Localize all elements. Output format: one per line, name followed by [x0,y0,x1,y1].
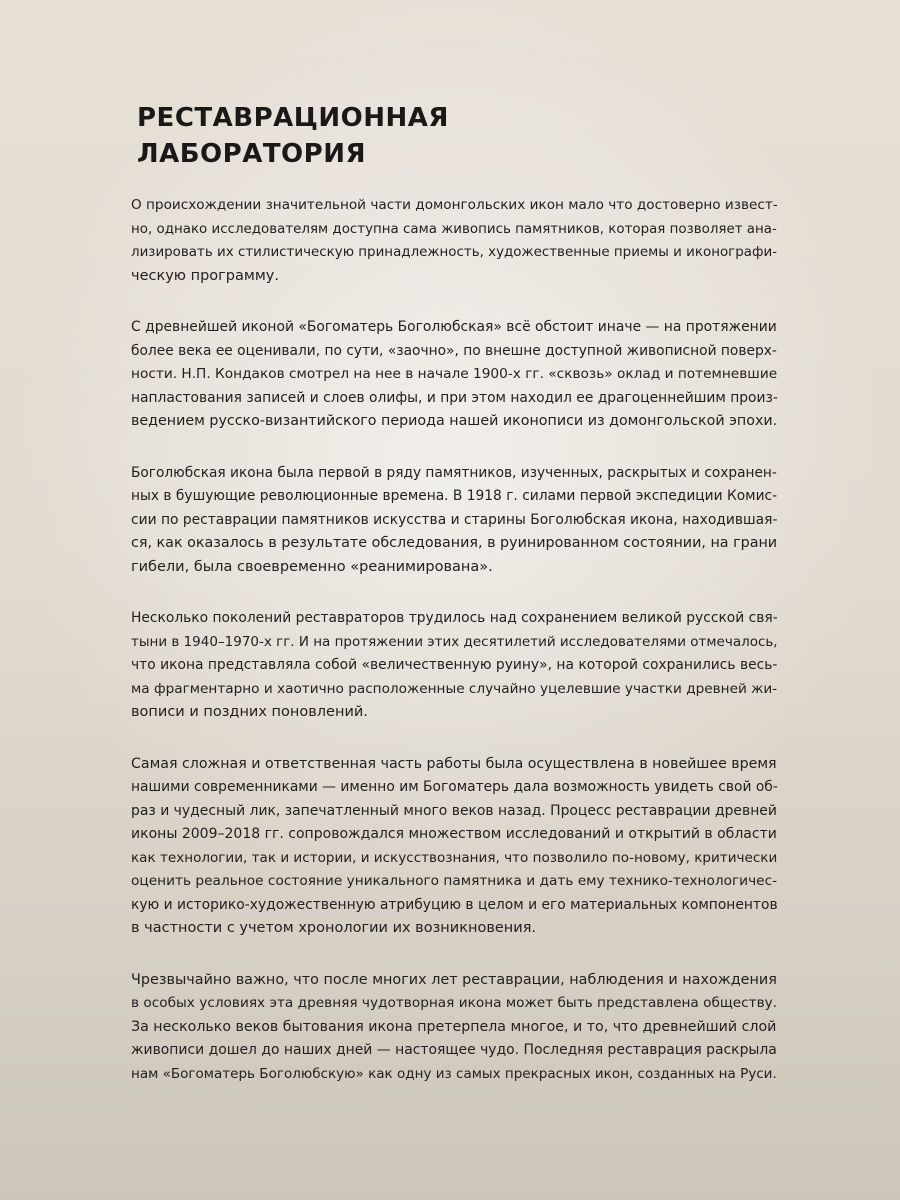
text-line: ма фрагментарно и хаотично расположенные случайно уцелевшие участки древней жи- [131,680,778,697]
text-line: в особых условиях эта древняя чудотворная икона может быть представлена обществу. [131,995,778,1011]
paragraph-4 [131,607,781,725]
wall-text-panel [131,100,781,1114]
paragraph-2 [131,316,781,434]
text-line: ся, как оказалось в результате обследования, в руинированном состоянии, на грани [131,535,778,551]
text-line: что икона представляла собой «величественную руину», на которой сохранились весь- [131,657,778,673]
text-line: Боголюбская икона была первой в ряду памятников, изученных, раскрытых и сохранен- [131,464,777,481]
paragraph-5 [131,753,781,941]
text-line: оценить реальное состояние уникального памятника и дать ему технико-технологичес- [131,873,778,889]
text-line: За несколько веков бытования икона претерпела многое, и то, что древнейший слой [131,1018,777,1035]
text-line: ческую программу. [131,267,279,284]
text-line: раз и чудесный лик, запечатленный много веков назад. Процесс реставрации древней [131,802,777,819]
paragraph-1 [131,194,781,288]
text-line: ных в бушующие революционные времена. В 1918 г. силами первой экспедиции Комис- [131,488,778,504]
text-line: вописи и поздних поновлений. [131,704,368,720]
panel-title-line-1: РЕСТАВРАЦИОННАЯ [137,103,449,133]
text-line: более века ее оценивали, по сути, «заочно», по внешне доступной живописной поверх- [131,342,777,359]
text-line: нашими современниками — именно им Богоматерь дала возможность увидеть свой об- [131,779,778,795]
text-line: иконы 2009–2018 гг. сопровождался множеством исследований и открытий в области [131,826,777,842]
text-line: живописи дошел до наших дней — настоящее чудо. Последняя реставрация раскрыла [131,1042,777,1058]
text-line: ведением русско-византийского периода нашей иконописи из домонгольской эпохи. [131,413,778,429]
text-line: но, однако исследователям доступна сама живопись памятников, которая позволяет ана- [131,221,777,237]
text-line: кую и историко-художественную атрибуцию в целом и его материальных компонентов [131,896,778,913]
text-line: гибели, была своевременно «реанимирована». [131,558,493,575]
paragraph-6 [131,969,781,1087]
text-line: сии по реставрации памятников искусства и старины Боголюбская икона, находившая- [131,511,778,528]
text-line: ности. Н.П. Кондаков смотрел на нее в начале 1900-х гг. «сквозь» оклад и потемневшие [131,366,778,382]
text-line: как технологии, так и истории, и искусствознания, что позволило по-новому, критически [131,849,778,866]
text-line: тыни в 1940–1970-х гг. И на протяжении этих десятилетий исследователями отмечалось, [131,633,778,650]
panel-title-line-2: ЛАБОРАТОРИЯ [137,139,366,169]
text-line: нам «Богоматерь Боголюбскую» как одну из самых прекрасных икон, созданных на Руси. [131,1065,777,1082]
text-line: О происхождении значительной части домонгольских икон мало что достоверно извест- [131,197,778,213]
text-line: С древнейшей иконой «Богоматерь Боголюбская» всё обстоит иначе — на протяжении [131,319,777,335]
paragraph-3 [131,462,781,580]
text-line: лизировать их стилистическую принадлежность, художественные приемы и иконографи- [131,245,778,260]
panel-title [137,100,781,172]
text-line: Чрезвычайно важно, что после многих лет реставрации, наблюдения и нахождения [131,971,777,988]
text-line: Несколько поколений реставраторов трудилось над сохранением великой русской свя- [131,610,778,626]
text-line: в частности с учетом хронологии их возникновения. [131,920,537,936]
text-line: напластования записей и слоев олифы, и при этом находил ее драгоценнейшим произ- [131,389,778,406]
text-line: Самая сложная и ответственная часть работы была осуществлена в новейшее время [131,755,777,772]
